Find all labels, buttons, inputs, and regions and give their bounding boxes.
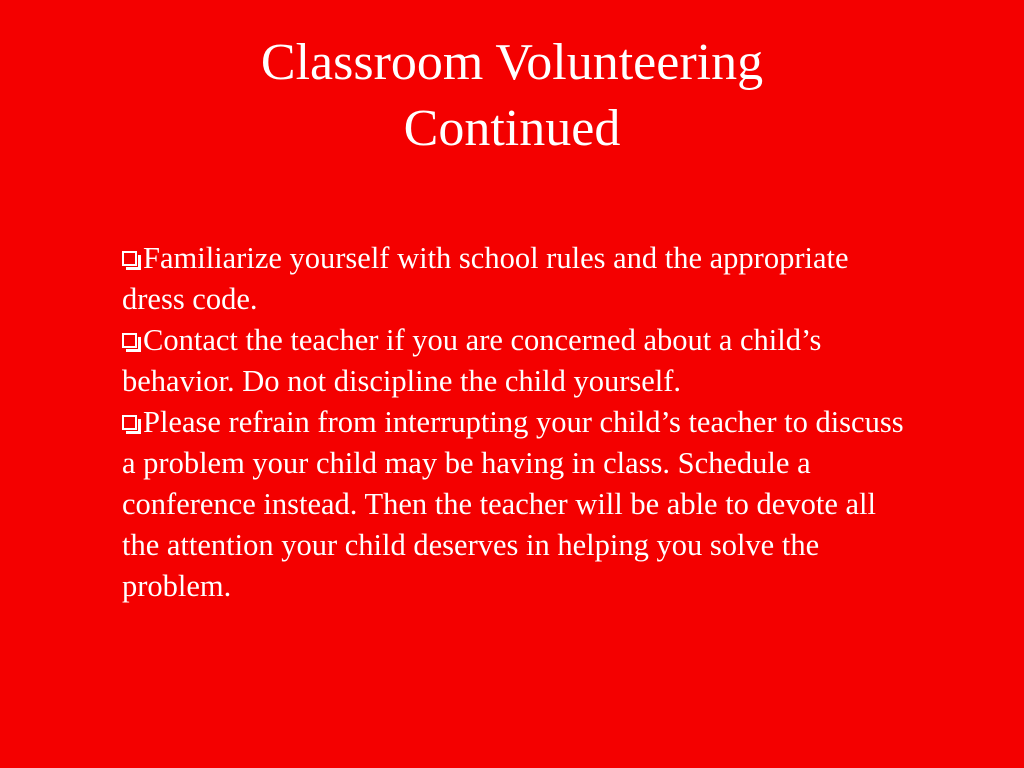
checkbox-square-icon — [122, 333, 137, 348]
slide-title — [112, 30, 912, 162]
bullet-text: Please refrain from interrupting your child’s teacher to discuss a problem your child may be having in class. Schedule a conference instead. Then the teacher will be able to devote all the attention your child deserves in helping you solve the problem. — [122, 405, 904, 603]
bullet-item-behavior — [122, 320, 912, 402]
bullet-item-dress-code — [122, 238, 912, 320]
slide-title-line-2: Continued — [403, 100, 621, 157]
checkbox-square-icon — [122, 415, 137, 430]
bullet-text: Contact the teacher if you are concerned about a child’s behavior. Do not discipline the child yourself. — [122, 323, 822, 398]
bullet-text: Familiarize yourself with school rules and the appropriate dress code. — [122, 241, 849, 316]
bullet-item-conference — [122, 402, 912, 607]
bullet-list — [122, 238, 912, 607]
slide-title-line-1: Classroom Volunteering — [260, 34, 764, 91]
checkbox-square-icon — [122, 251, 137, 266]
